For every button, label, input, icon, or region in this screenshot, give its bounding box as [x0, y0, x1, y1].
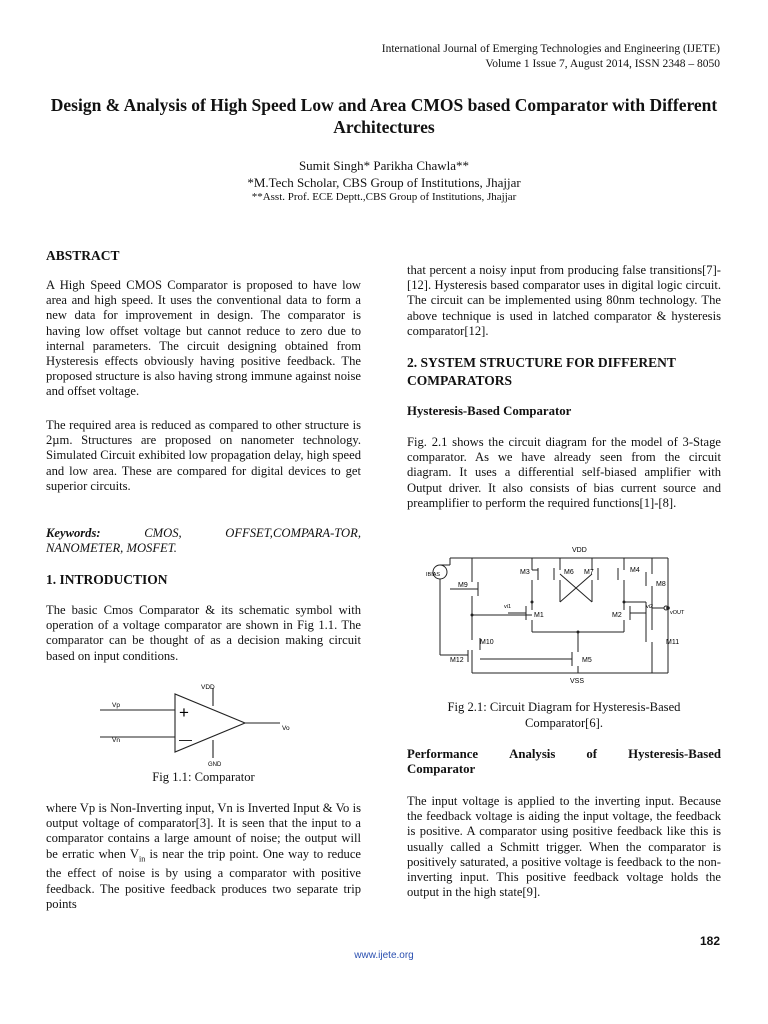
- right-paragraph-1: that percent a noisy input from producing false transitions[7]-[12]. Hysteresis based comparator uses in digital logic circuit. The circuit can be implemented using 80nm technology. The above technique is used in latched comparator & hysteresis comparator[12].: [407, 263, 721, 338]
- keyword-3: NANOMETER, MOSFET.: [46, 541, 177, 556]
- gnd-label: GND: [208, 762, 222, 768]
- page-number: 182: [699, 934, 720, 948]
- abstract-heading: ABSTRACT: [46, 248, 120, 263]
- keywords: [46, 526, 361, 556]
- m1-label: M1: [534, 612, 544, 619]
- hysteresis-subheading: Hysteresis-Based Comparator: [407, 404, 572, 418]
- keywords-label: Keywords:: [46, 526, 101, 540]
- right-paragraph-3: The input voltage is applied to the inverting input. Because the feedback voltage is aiding the input voltage, the feedback is positive. A comparator using positive feedback like this is usually called a Schmitt trigger. When the comparator is positively saturated, a positive voltage is feedback to the non-inverting input. This positive feedback voltage holds the output in the high state[9].: [407, 794, 721, 900]
- perf-word-4: Hysteresis-Based: [628, 747, 721, 761]
- vn-label: Vn: [112, 737, 120, 744]
- m12-label: M12: [450, 657, 464, 664]
- perf-word-3: of: [586, 747, 598, 761]
- issue-info: Volume 1 Issue 7, August 2014, ISSN 2348 – 8050: [485, 58, 720, 70]
- m5-label: M5: [582, 657, 592, 664]
- m2-label: M2: [612, 612, 622, 619]
- plus-sign: +: [179, 703, 189, 722]
- intro-p2-part-a: where Vp is Non-Inverting input, Vn is Inverted Input & Vo is output voltage of comparator[3]. It is seen that the input to a comparator contains a large amount of noise; the output will be erratic when V: [46, 801, 361, 861]
- fig11-caption: Fig 1.1: Comparator: [152, 770, 255, 784]
- vdd-label-2: VDD: [572, 547, 587, 554]
- section2-heading-line2: COMPARATORS: [407, 373, 513, 388]
- m9-label: M9: [458, 582, 468, 589]
- author-names: Sumit Singh* Parikha Chawla**: [298, 158, 470, 173]
- abstract-paragraph-1: A High Speed CMOS Comparator is proposed to have low area and high speed. It uses the conventional data to form a new data for improvement in design. The comparator is having low offset voltage but cannot reduce to zero due to internal parameters. The circuit designing obtained from Hysteresis effects obviously having positive feedback. The proposed structure is also having strong immune against noise and offset voltage.: [46, 278, 361, 399]
- minus-sign: —: [179, 732, 192, 747]
- intro-heading: 1. INTRODUCTION: [46, 572, 168, 587]
- perf-subheading-line2: Comparator: [407, 762, 476, 776]
- ibias-label: IBIAS: [426, 572, 441, 578]
- perf-word-1: Performance: [407, 747, 479, 761]
- vi1-label: vi1: [504, 604, 512, 610]
- fig21-caption-line2: Comparator[6].: [525, 716, 603, 730]
- footer-url[interactable]: www.ijete.org: [354, 950, 414, 961]
- intro-p2-part-b: is near the trip point. One way to reduce the effect of noise is by using a comparator with positive feedback. The positive feedback produces two separate trip points: [46, 846, 361, 911]
- hysteresis-circuit-figure: [420, 540, 688, 685]
- vss-label: VSS: [570, 678, 585, 685]
- comparator-figure: [95, 680, 315, 772]
- vin-subscript: in: [139, 854, 146, 864]
- fig21-caption-line1: Fig 2.1: Circuit Diagram for Hysteresis-Based: [447, 700, 681, 714]
- right-paragraph-2: Fig. 2.1 shows the circuit diagram for the model of 3-Stage comparator. As we have already seen from the circuit diagram. It uses a differential self-biased amplifier with Output driver. It also consists of bias current source and preamplifier to perform the required functions[1]-[8].: [407, 435, 721, 510]
- vo-label: Vo: [282, 725, 290, 732]
- author-affiliation-1: *M.Tech Scholar, CBS Group of Institutions, Jhajjar: [247, 175, 521, 190]
- m3-label: M3: [520, 569, 530, 576]
- m8-label: M8: [656, 581, 666, 588]
- vp-label: Vp: [112, 702, 120, 709]
- vi2-label: vi2: [646, 604, 654, 610]
- journal-name: International Journal of Emerging Technologies and Engineering (IJETE): [381, 43, 720, 55]
- keyword-1: CMOS,: [144, 526, 182, 540]
- m4-label: M4: [630, 567, 640, 574]
- intro-paragraph-1: The basic Cmos Comparator & its schematic symbol with operation of a voltage comparator are shown in Fig 1.1. The comparator can be thought of as a decision making circuit based on input conditions.: [46, 603, 361, 663]
- vout-label: vOUT: [670, 610, 685, 616]
- keyword-2: OFFSET,COMPARA-TOR,: [225, 526, 361, 540]
- section2-heading-line1: 2. SYSTEM STRUCTURE FOR DIFFERENT: [407, 355, 676, 370]
- author-affiliation-2: **Asst. Prof. ECE Deptt.,CBS Group of Institutions, Jhajjar: [251, 191, 517, 203]
- m11-label: M11: [666, 639, 680, 646]
- vdd-label: VDD: [201, 684, 215, 691]
- performance-subheading: [407, 747, 721, 777]
- m7-label: M7: [584, 569, 594, 576]
- intro-paragraph-2: [46, 801, 361, 912]
- abstract-paragraph-2: The required area is reduced as compared to other structure is 2µm. Structures are proposed on nanometer technology. Simulated Circuit exhibited low propagation delay, high speed and low area. These are compared for digital devices to get superior circuits.: [46, 418, 361, 493]
- paper-title: Design & Analysis of High Speed Low and Area CMOS based Comparator with Different Architectures: [50, 95, 718, 137]
- m6-label: M6: [564, 569, 574, 576]
- m10-label: M10: [480, 639, 494, 646]
- perf-word-2: Analysis: [509, 747, 556, 761]
